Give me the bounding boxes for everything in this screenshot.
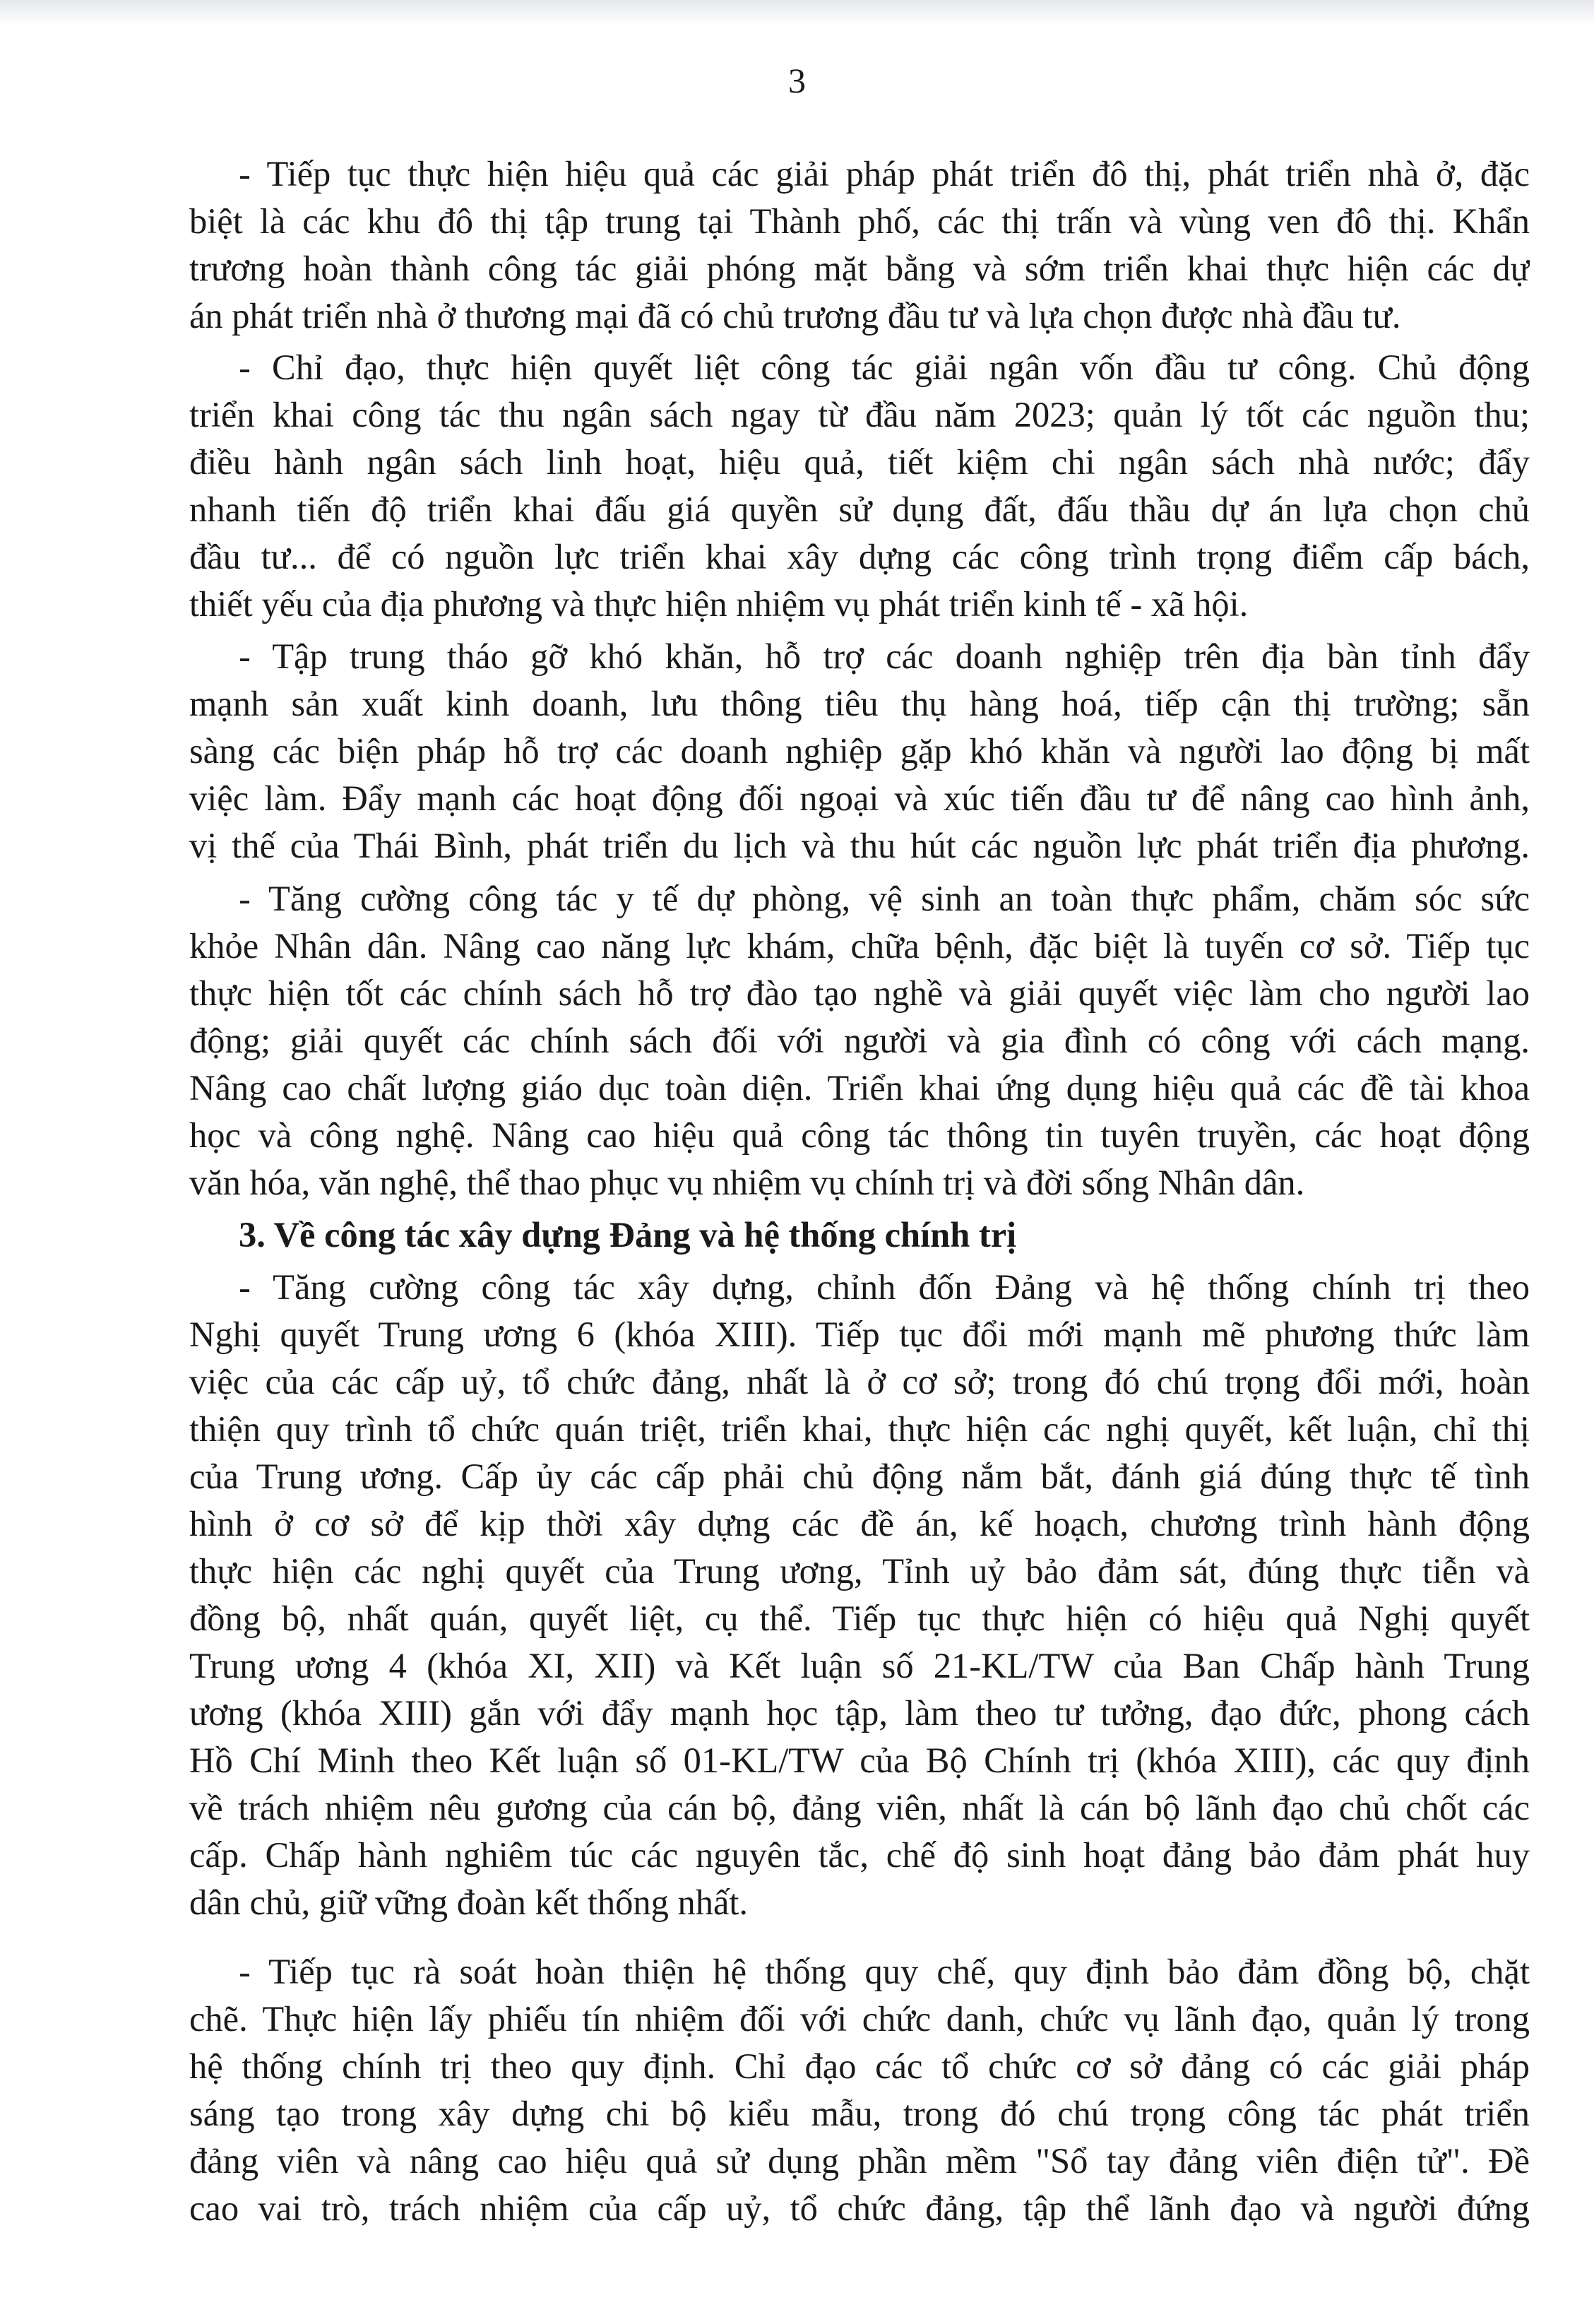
text-line: - Chỉ đạo, thực hiện quyết liệt công tác giải ngân vốn đầu tư công. Chủ động <box>239 348 1530 387</box>
text-line: thực hiện các nghị quyết của Trung ương, Tỉnh uỷ bảo đảm sát, đúng thực tiễn và <box>189 1551 1530 1591</box>
text-line: Hồ Chí Minh theo Kết luận số 01-KL/TW của Bộ Chính trị (khóa XIII), các quy định <box>189 1741 1530 1780</box>
text-line: nhanh tiến độ triển khai đấu giá quyền sử dụng đất, đấu thầu dự án lựa chọn chủ <box>189 490 1530 529</box>
text-line: động; giải quyết các chính sách đối với người và gia đình có công với cách mạng. <box>189 1021 1530 1060</box>
text-line: Nghị quyết Trung ương 6 (khóa XIII). Tiếp tục đổi mới mạnh mẽ phương thức làm <box>189 1315 1530 1354</box>
text-line: ương (khóa XIII) gắn với đẩy mạnh học tập, làm theo tư tưởng, đạo đức, phong cách <box>189 1693 1530 1733</box>
text-line: - Tăng cường công tác xây dựng, chỉnh đốn Đảng và hệ thống chính trị theo <box>239 1267 1530 1307</box>
text-line: - Tiếp tục rà soát hoàn thiện hệ thống quy chế, quy định bảo đảm đồng bộ, chặt <box>239 1952 1530 1991</box>
text-line: đồng bộ, nhất quán, quyết liệt, cụ thể. Tiếp tục thực hiện có hiệu quả Nghị quyết <box>189 1599 1530 1638</box>
text-line: - Tăng cường công tác y tế dự phòng, vệ sinh an toàn thực phẩm, chăm sóc sức <box>239 879 1530 918</box>
text-line: văn hóa, văn nghệ, thể thao phục vụ nhiệm vụ chính trị và đời sống Nhân dân. <box>189 1163 1305 1202</box>
text-line: Trung ương 4 (khóa XI, XII) và Kết luận số 21-KL/TW của Ban Chấp hành Trung <box>189 1646 1530 1685</box>
text-line: cao vai trò, trách nhiệm của cấp uỷ, tổ chức đảng, tập thể lãnh đạo và người đứng <box>189 2188 1530 2228</box>
text-line: hệ thống chính trị theo quy định. Chỉ đạo các tổ chức cơ sở đảng có các giải pháp <box>189 2046 1530 2086</box>
text-line: của Trung ương. Cấp ủy các cấp phải chủ động nắm bắt, đánh giá đúng thực tế tình <box>189 1457 1530 1496</box>
text-line: trương hoàn thành công tác giải phóng mặt bằng và sớm triển khai thực hiện các dự <box>189 249 1530 288</box>
text-line: học và công nghệ. Nâng cao hiệu quả công tác thông tin tuyên truyền, các hoạt động <box>189 1115 1530 1155</box>
text-line: Nâng cao chất lượng giáo dục toàn diện. Triển khai ứng dụng hiệu quả các đề tài khoa <box>189 1068 1530 1108</box>
text-line: sáng tạo trong xây dựng chi bộ kiểu mẫu, trong đó chú trọng công tác phát triển <box>189 2094 1530 2133</box>
text-line: đảng viên và nâng cao hiệu quả sử dụng phần mềm "Sổ tay đảng viên điện tử". Đề <box>189 2141 1530 2181</box>
text-line: triển khai công tác thu ngân sách ngay từ đầu năm 2023; quản lý tốt các nguồn thu; <box>189 395 1530 434</box>
page-number: 3 <box>788 61 806 100</box>
text-line: việc làm. Đẩy mạnh các hoạt động đối ngoại và xúc tiến đầu tư để nâng cao hình ảnh, <box>189 778 1530 818</box>
text-line: thiện quy trình tổ chức quán triệt, triển khai, thực hiện các nghị quyết, kết luận, chỉ thị <box>189 1409 1530 1449</box>
text-line: điều hành ngân sách linh hoạt, hiệu quả, tiết kiệm chi ngân sách nhà nước; đẩy <box>189 442 1530 482</box>
text-line: biệt là các khu đô thị tập trung tại Thành phố, các thị trấn và vùng ven đô thị. Khẩn <box>189 201 1530 241</box>
scan-edge-shadow <box>0 0 1594 25</box>
text-line: sàng các biện pháp hỗ trợ các doanh nghiệp gặp khó khăn và người lao động bị mất <box>189 731 1530 771</box>
text-line: về trách nhiệm nêu gương của cán bộ, đảng viên, nhất là cán bộ lãnh đạo chủ chốt các <box>189 1788 1530 1827</box>
text-line: thực hiện tốt các chính sách hỗ trợ đào tạo nghề và giải quyết việc làm cho người lao <box>189 973 1530 1013</box>
text-line: chẽ. Thực hiện lấy phiếu tín nhiệm đối với chức danh, chức vụ lãnh đạo, quản lý trong <box>189 1999 1530 2039</box>
section-heading: 3. Về công tác xây dựng Đảng và hệ thống chính trị <box>239 1215 1017 1255</box>
text-line: cấp. Chấp hành nghiêm túc các nguyên tắc, chế độ sinh hoạt đảng bảo đảm phát huy <box>189 1835 1530 1875</box>
text-line: - Tập trung tháo gỡ khó khăn, hỗ trợ các doanh nghiệp trên địa bàn tỉnh đẩy <box>239 636 1530 676</box>
text-line: mạnh sản xuất kinh doanh, lưu thông tiêu thụ hàng hoá, tiếp cận thị trường; sẵn <box>189 684 1530 723</box>
text-line: dân chủ, giữ vững đoàn kết thống nhất. <box>189 1883 749 1922</box>
text-line: án phát triển nhà ở thương mại đã có chủ trương đầu tư và lựa chọn được nhà đầu tư. <box>189 296 1401 336</box>
text-line: việc của các cấp uỷ, tổ chức đảng, nhất là ở cơ sở; trong đó chú trọng đổi mới, hoàn <box>189 1362 1530 1401</box>
text-line: vị thế của Thái Bình, phát triển du lịch và thu hút các nguồn lực phát triển địa phương. <box>189 826 1530 865</box>
text-line: hình ở cơ sở để kịp thời xây dựng các đề án, kế hoạch, chương trình hành động <box>189 1504 1530 1543</box>
text-line: đầu tư... để có nguồn lực triển khai xây dựng các công trình trọng điểm cấp bách, <box>189 537 1530 576</box>
text-line: khỏe Nhân dân. Nâng cao năng lực khám, chữa bệnh, đặc biệt là tuyến cơ sở. Tiếp tục <box>189 926 1530 966</box>
text-line: - Tiếp tục thực hiện hiệu quả các giải pháp phát triển đô thị, phát triển nhà ở, đặc <box>239 154 1530 194</box>
text-line: thiết yếu của địa phương và thực hiện nhiệm vụ phát triển kinh tế - xã hội. <box>189 584 1249 624</box>
